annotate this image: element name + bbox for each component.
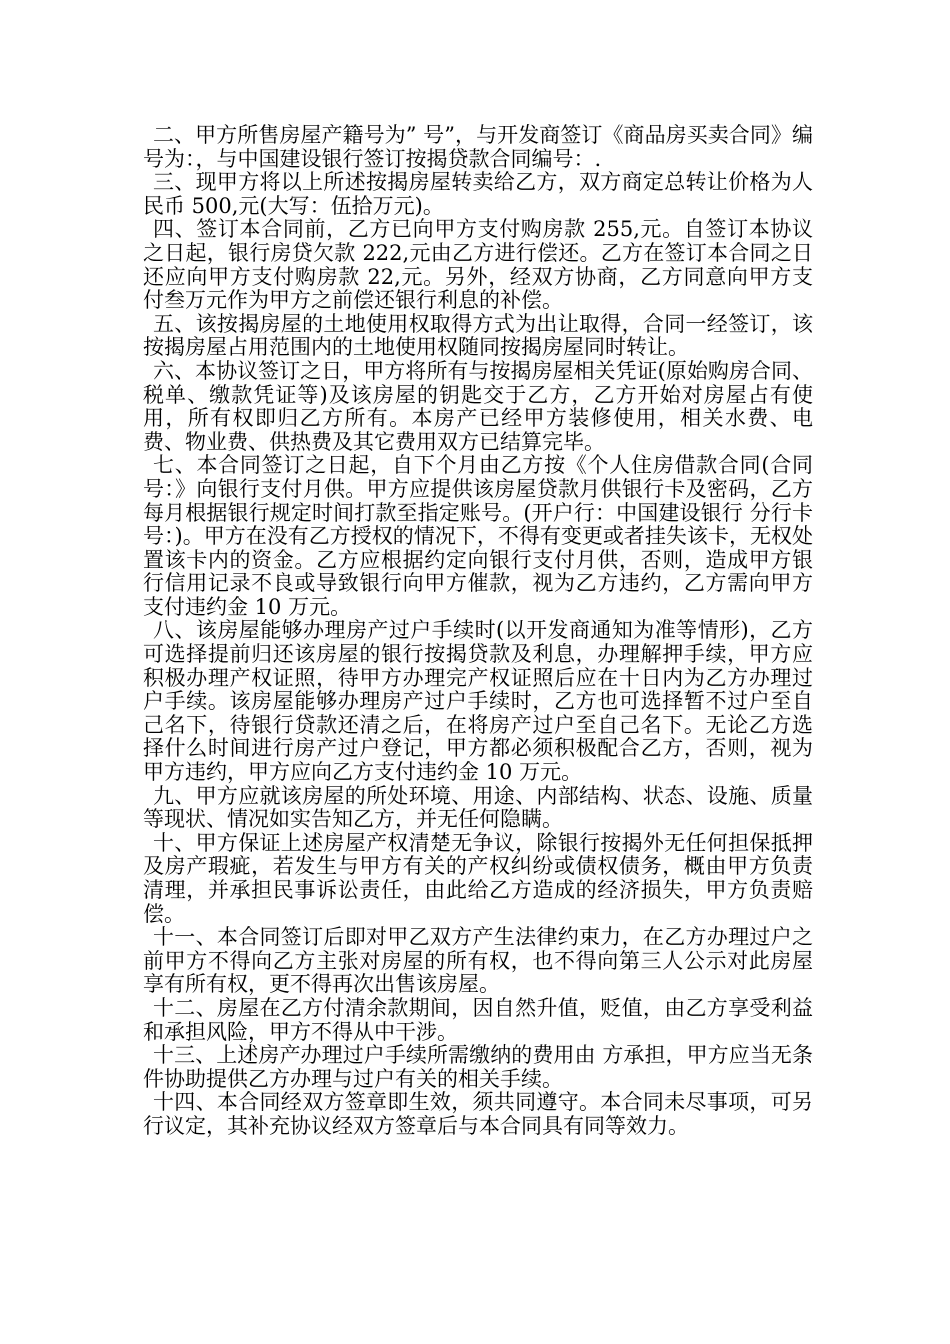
clause-13: 十三、上述房产办理过户手续所需缴纳的费用由 方承担，甲方应当无条件协助提供乙方办理与过户有关的相关手续。 [143, 1043, 813, 1091]
clause-5: 五、该按揭房屋的土地使用权取得方式为出让取得，合同一经签订，该按揭房屋占用范围内的土地使用权随同按揭房屋同时转让。 [143, 311, 813, 360]
clause-10: 十、甲方保证上述房屋产权清楚无争议，除银行按揭外无任何担保抵押及房产瑕疵，若发生与甲方有关的产权纠纷或债权债务，概由甲方负责清理，并承担民事诉讼责任，由此给乙方造成的经济损失，甲方负责赔偿。 [143, 830, 813, 926]
clause-14: 十四、本合同经双方签章即生效，须共同遵守。本合同未尽事项，可另行议定，其补充协议经双方签章后与本合同具有同等效力。 [143, 1090, 813, 1138]
clause-12: 十二、房屋在乙方付清余款期间，因自然升值，贬值，由乙方享受利益和承担风险，甲方不得从中干涉。 [143, 995, 813, 1044]
clause-7: 七、本合同签订之日起，自下个月由乙方按《个人住房借款合同(合同号：》向银行支付月供。甲方应提供该房屋贷款月供银行卡及密码，乙方每月根据银行规定时间打款至指定账号。(开户行：中国建设银行 分行卡号：)。甲方在没有乙方授权的情况下，不得有变更或者挂失该卡，无权处置该卡内的资金。乙方应根据约定向银行支付月供，否则，造成甲方银行信用记录不良或导致银行向甲方催款，视为乙方违约，乙方需向甲方支付违约金 10 万元。 [143, 453, 813, 619]
clause-4: 四、签订本合同前，乙方已向甲方支付购房款 255,元。自签订本协议之日起，银行房贷欠款 222,元由乙方进行偿还。乙方在签订本合同之日还应向甲方支付购房款 22,元。另外，经双方协商，乙方同意向甲方支付叁万元作为甲方之前偿还银行利息的补偿。 [143, 217, 813, 313]
clause-8: 八、该房屋能够办理房产过户手续时(以开发商通知为准等情形)，乙方可选择提前归还该房屋的银行按揭贷款及利息，办理解押手续，甲方应积极办理产权证照，待甲方办理完产权证照后应在十日内为乙方办理过户手续。该房屋能够办理房产过户手续时，乙方也可选择暂不过户至自己名下，待银行贷款还清之后，在将房产过户至自己名下。无论乙方选择什么时间进行房产过户登记，甲方都必须积极配合乙方，否则，视为甲方违约，甲方应向乙方支付违约金 10 万元。 [143, 618, 813, 785]
clause-2: 二、甲方所售房屋产籍号为” 号”，与开发商签订《商品房买卖合同》编号为：，与中国建设银行签订按揭贷款合同编号：. [143, 123, 813, 171]
clause-6: 六、本协议签订之日，甲方将所有与按揭房屋相关凭证(原始购房合同、税单、缴款凭证等)及该房屋的钥匙交于乙方，乙方开始对房屋占有使用，所有权即归乙方所有。本房产已经甲方装修使用，相关水费、电费、物业费、供热费及其它费用双方已结算完毕。 [143, 358, 813, 454]
clause-3: 三、现甲方将以上所述按揭房屋转卖给乙方，双方商定总转让价格为人民币 500,元(大写：伍拾万元)。 [143, 170, 813, 218]
clause-9: 九、甲方应就该房屋的所处环境、用途、内部结构、状态、设施、质量等现状、情况如实告知乙方，并无任何隐瞒。 [143, 783, 813, 832]
contract-page [143, 124, 813, 1139]
clause-11: 十一、本合同签订后即对甲乙双方产生法律约束力，在乙方办理过户之前甲方不得向乙方主张对房屋的所有权，也不得向第三人公示对此房屋享有所有权，更不得再次出售该房屋。 [143, 925, 813, 997]
